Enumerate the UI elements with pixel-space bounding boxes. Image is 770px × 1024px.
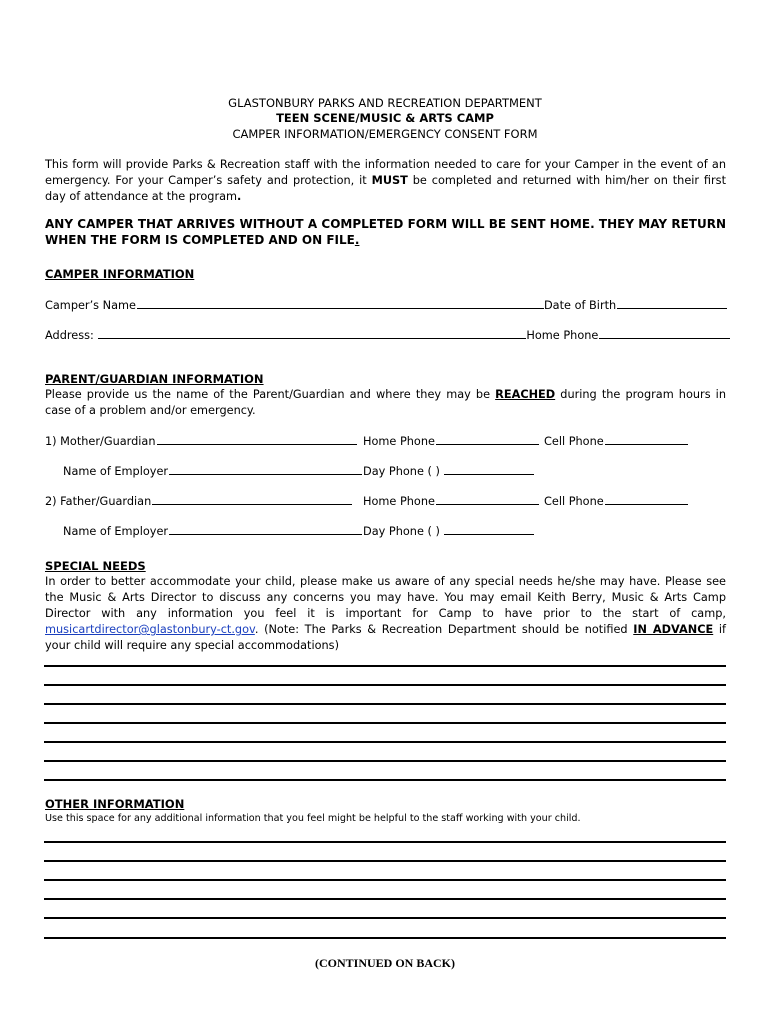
- other-info-line-1[interactable]: [44, 841, 726, 843]
- other-info-line-3[interactable]: [44, 879, 726, 881]
- continued-on-back: (CONTINUED ON BACK): [314, 956, 455, 970]
- special-needs-text-3: if your child will require any special accommodations): [45, 623, 726, 652]
- mother-cell-phone-row: [544, 433, 688, 448]
- department-title: GLASTONBURY PARKS AND RECREATION DEPARTMENT: [228, 96, 542, 110]
- father-home-phone-row: [363, 493, 539, 508]
- camper-name-row: [45, 297, 727, 312]
- intro-period: .: [237, 190, 242, 203]
- father-day-phone-label: Day Phone ( ): [363, 525, 444, 538]
- other-info-description: Use this space for any additional information that you feel might be helpful to the staff working with your child.: [45, 813, 581, 824]
- home-phone-field[interactable]: [599, 327, 730, 339]
- dob-label: Date of Birth: [543, 299, 617, 312]
- mother-cell-phone-label: Cell Phone: [544, 435, 604, 448]
- father-guardian-row: [45, 493, 352, 508]
- father-employer-label: Name of Employer: [63, 525, 169, 538]
- father-day-phone-row: [363, 523, 534, 538]
- special-needs-line-2[interactable]: [44, 684, 726, 686]
- mother-day-phone-row: [363, 463, 534, 478]
- camper-name-label: Camper’s Name: [45, 299, 136, 312]
- other-info-line-5[interactable]: [44, 917, 726, 919]
- mother-home-phone-field[interactable]: [436, 433, 539, 445]
- address-row: [45, 327, 730, 342]
- reached-emphasis: REACHED: [495, 388, 556, 401]
- mother-employer-row: [63, 463, 362, 478]
- father-home-phone-label: Home Phone: [363, 495, 435, 508]
- in-advance-emphasis: IN ADVANCE: [633, 623, 714, 636]
- mother-cell-phone-field[interactable]: [605, 433, 688, 445]
- camper-name-field[interactable]: [137, 297, 544, 309]
- home-phone-label: Home Phone: [526, 329, 599, 342]
- address-label: Address:: [45, 329, 98, 342]
- mother-employer-label: Name of Employer: [63, 465, 169, 478]
- intro-text-1: This form will provide Parks & Recreation staff with the information needed to care for your Camper in the event of an emergency. For your Camper’s safety and protection, it: [45, 158, 726, 187]
- mother-day-phone-field[interactable]: [444, 463, 534, 475]
- father-day-phone-field[interactable]: [444, 523, 534, 535]
- mother-label: 1) Mother/Guardian: [45, 435, 156, 448]
- mother-home-phone-row: [363, 433, 539, 448]
- father-cell-phone-row: [544, 493, 688, 508]
- father-label: 2) Father/Guardian: [45, 495, 152, 508]
- special-needs-line-3[interactable]: [44, 703, 726, 705]
- other-info-line-2[interactable]: [44, 860, 726, 862]
- father-employer-field[interactable]: [169, 523, 362, 535]
- parent-info-heading: PARENT/GUARDIAN INFORMATION: [45, 372, 264, 386]
- intro-text-2: be completed and returned with him/her on their first day of attendance at the program: [45, 174, 727, 203]
- father-cell-phone-field[interactable]: [605, 493, 688, 505]
- camp-title: TEEN SCENE/MUSIC & ARTS CAMP: [276, 111, 494, 125]
- father-employer-row: [63, 523, 362, 538]
- other-info-line-6[interactable]: [44, 937, 726, 939]
- parent-info-description: [45, 387, 726, 419]
- special-needs-heading: SPECIAL NEEDS: [45, 559, 146, 573]
- warning-text: ANY CAMPER THAT ARRIVES WITHOUT A COMPLETED FORM WILL BE SENT HOME. THEY MAY RETURN WHEN THE FORM IS COMPLETED AND ON FILE: [45, 217, 726, 247]
- special-needs-line-5[interactable]: [44, 741, 726, 743]
- father-cell-phone-label: Cell Phone: [544, 495, 604, 508]
- special-needs-line-7[interactable]: [44, 779, 726, 781]
- special-needs-text-2: . (Note: The Parks & Recreation Department should be notified: [254, 623, 634, 636]
- address-field[interactable]: [98, 327, 526, 339]
- mother-employer-field[interactable]: [169, 463, 362, 475]
- warning-period: .: [354, 233, 360, 247]
- camper-info-heading: CAMPER INFORMATION: [45, 267, 195, 281]
- special-needs-line-6[interactable]: [44, 760, 726, 762]
- special-needs-text-1: In order to better accommodate your child, please make us aware of any special needs he/she may have. Please see the Music & Arts Director to discuss any concerns you may have. You may email Keith Berry, Music & Arts Camp Director with any information you feel it is important for Camp to have prior to the start of camp,: [45, 575, 726, 620]
- mother-guardian-row: [45, 433, 357, 448]
- warning-notice: [45, 216, 726, 248]
- special-needs-line-4[interactable]: [44, 722, 726, 724]
- intro-paragraph: [45, 157, 726, 205]
- special-needs-paragraph: [45, 574, 726, 654]
- dob-field[interactable]: [617, 297, 727, 309]
- director-email-link[interactable]: musicartdirector@glastonbury-ct.gov: [45, 623, 255, 636]
- form-title: CAMPER INFORMATION/EMERGENCY CONSENT FORM: [232, 127, 538, 141]
- parent-desc-2: during the program hours in case of a problem and/or emergency.: [45, 388, 726, 417]
- other-info-heading: OTHER INFORMATION: [45, 797, 185, 811]
- special-needs-line-1[interactable]: [44, 665, 726, 667]
- father-home-phone-field[interactable]: [436, 493, 539, 505]
- mother-day-phone-label: Day Phone ( ): [363, 465, 444, 478]
- mother-home-phone-label: Home Phone: [363, 435, 435, 448]
- other-info-line-4[interactable]: [44, 898, 726, 900]
- father-name-field[interactable]: [152, 493, 352, 505]
- mother-name-field[interactable]: [157, 433, 357, 445]
- parent-desc-1: Please provide us the name of the Parent/Guardian and where they may be: [45, 388, 496, 401]
- must-emphasis: MUST: [371, 174, 408, 187]
